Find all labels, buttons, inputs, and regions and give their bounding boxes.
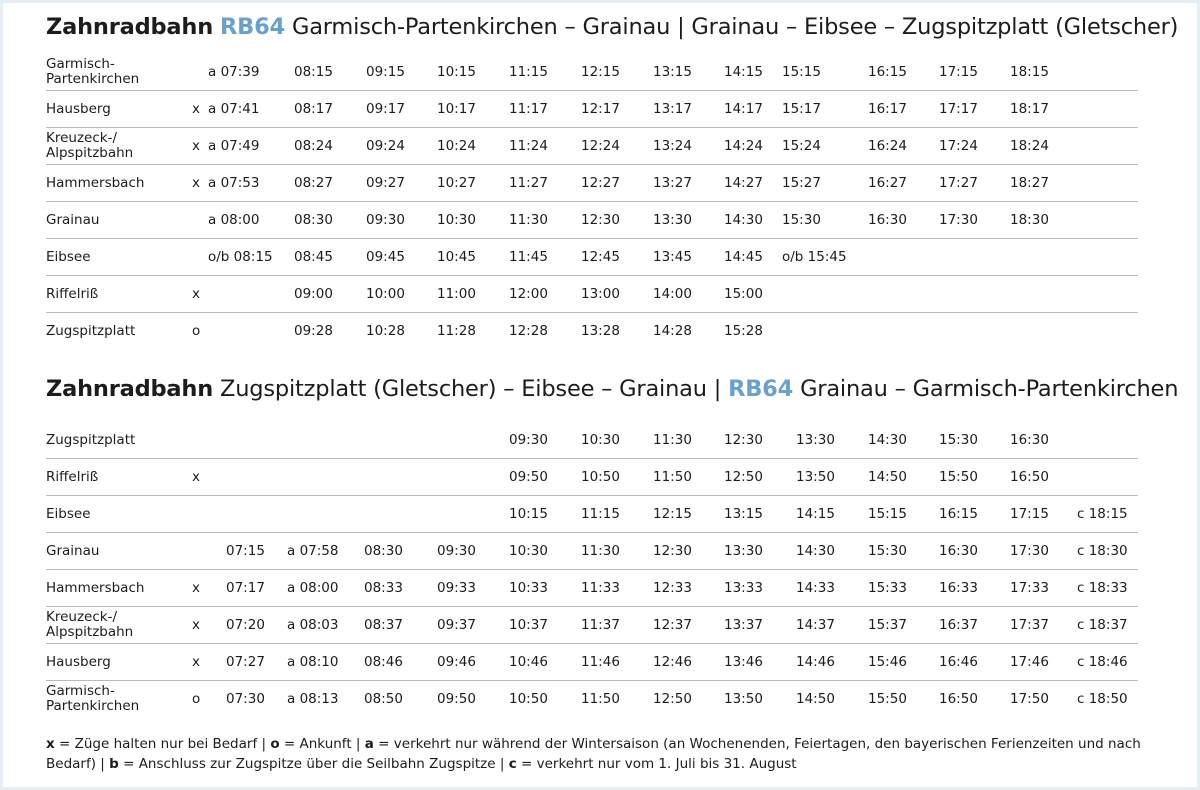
departure-time: a 08:10	[287, 654, 339, 670]
departure-time: 09:46	[437, 654, 476, 670]
departure-time: 18:27	[1010, 175, 1049, 191]
table-row	[46, 459, 1138, 496]
station-name: Kreuzeck-/ Alpspitzbahn	[46, 130, 134, 161]
stop-flag: x	[192, 138, 200, 154]
departure-time: 09:50	[509, 469, 548, 485]
departure-time: 18:24	[1010, 138, 1049, 154]
departure-time: 12:15	[653, 506, 692, 522]
departure-time: 16:30	[868, 212, 907, 228]
departure-time: 14:50	[868, 469, 907, 485]
departure-time: 15:27	[782, 175, 821, 191]
departure-time: 07:15	[226, 543, 265, 559]
departure-time: 12:17	[581, 101, 620, 117]
departure-time: o/b 08:15	[208, 249, 273, 265]
departure-time: 16:17	[868, 101, 907, 117]
station-name: Zugspitzplatt	[46, 322, 136, 339]
legend-footnote	[46, 734, 1146, 774]
station-name: Kreuzeck-/ Alpspitzbahn	[46, 609, 134, 640]
section2-title-bold: Zahnradbahn	[46, 376, 214, 402]
departure-time: 14:37	[796, 617, 835, 633]
table-row	[46, 276, 1138, 313]
legend-key: a	[364, 736, 374, 752]
departure-time: 16:27	[868, 175, 907, 191]
departure-time: 13:30	[724, 543, 763, 559]
departure-time: 17:24	[939, 138, 978, 154]
departure-time: 16:30	[1010, 432, 1049, 448]
legend-text: = Anschluss zur Zugspitze über die Seilbahn Zugspitze |	[118, 756, 509, 772]
departure-time: 11:00	[437, 286, 476, 302]
station-name: Riffelriß	[46, 468, 99, 485]
departure-time: 10:15	[509, 506, 548, 522]
section2-title-rest: Grainau – Garmisch-Partenkirchen	[800, 376, 1179, 402]
departure-time: 13:46	[724, 654, 763, 670]
departure-time: 14:17	[724, 101, 763, 117]
departure-time: 11:30	[581, 543, 620, 559]
departure-time: 14:50	[796, 691, 835, 707]
departure-time: 11:27	[509, 175, 548, 191]
departure-time: 13:45	[653, 249, 692, 265]
legend-key: b	[109, 756, 119, 772]
legend-text: = verkehrt nur während der Wintersaison (an Wochenenden, Feiertagen, den bayerischen Ferienzeiten und nach Bedarf) |	[46, 736, 1141, 772]
table-row	[46, 202, 1138, 239]
departure-time: 12:30	[653, 543, 692, 559]
departure-time: c 18:50	[1077, 691, 1128, 707]
section2-title-mid: Zugspitzplatt (Gletscher) – Eibsee – Grainau |	[220, 376, 722, 402]
departure-time: 09:24	[366, 138, 405, 154]
departure-time: 11:17	[509, 101, 548, 117]
departure-time: 08:46	[364, 654, 403, 670]
departure-time: 12:27	[581, 175, 620, 191]
stop-flag: x	[192, 654, 200, 670]
legend-text: = Züge halten nur bei Bedarf |	[54, 736, 271, 752]
departure-time: 17:50	[1010, 691, 1049, 707]
departure-time: 12:00	[509, 286, 548, 302]
departure-time: 09:50	[437, 691, 476, 707]
stop-flag: x	[192, 580, 200, 596]
departure-time: 16:15	[939, 506, 978, 522]
timetable-return	[46, 422, 1138, 714]
departure-time: 15:46	[868, 654, 907, 670]
departure-time: 14:24	[724, 138, 763, 154]
departure-time: 15:30	[939, 432, 978, 448]
departure-time: 15:30	[782, 212, 821, 228]
table-row	[46, 681, 1138, 717]
table-row	[46, 239, 1138, 276]
departure-time: 10:46	[509, 654, 548, 670]
departure-time: 18:17	[1010, 101, 1049, 117]
departure-time: 10:00	[366, 286, 405, 302]
departure-time: 10:30	[581, 432, 620, 448]
departure-time: 18:15	[1010, 64, 1049, 80]
departure-time: a 08:03	[287, 617, 339, 633]
section1-title	[46, 14, 1178, 40]
departure-time: 10:37	[509, 617, 548, 633]
departure-time: 09:28	[294, 323, 333, 339]
station-name: Zugspitzplatt	[46, 431, 136, 448]
departure-time: a 08:00	[287, 580, 339, 596]
departure-time: a 07:39	[208, 64, 260, 80]
timetable-outbound	[46, 54, 1138, 342]
section1-title-route: RB64	[220, 14, 285, 40]
section2-title	[46, 376, 1178, 402]
table-row	[46, 91, 1138, 128]
departure-time: 13:50	[796, 469, 835, 485]
table-row	[46, 570, 1138, 607]
departure-time: 11:50	[581, 691, 620, 707]
departure-time: 10:30	[509, 543, 548, 559]
departure-time: 13:37	[724, 617, 763, 633]
departure-time: a 07:58	[287, 543, 339, 559]
station-name: Eibsee	[46, 248, 91, 265]
departure-time: 13:50	[724, 691, 763, 707]
departure-time: 12:28	[509, 323, 548, 339]
departure-time: 08:17	[294, 101, 333, 117]
departure-time: 11:28	[437, 323, 476, 339]
departure-time: 09:33	[437, 580, 476, 596]
departure-time: 13:30	[796, 432, 835, 448]
departure-time: 08:24	[294, 138, 333, 154]
legend-text: = verkehrt nur vom 1. Juli bis 31. August	[516, 756, 797, 772]
departure-time: 15:28	[724, 323, 763, 339]
station-name: Hausberg	[46, 653, 111, 670]
departure-time: 12:45	[581, 249, 620, 265]
legend-key: o	[270, 736, 280, 752]
departure-time: 10:50	[581, 469, 620, 485]
table-row	[46, 496, 1138, 533]
departure-time: 14:15	[724, 64, 763, 80]
departure-time: 10:30	[437, 212, 476, 228]
departure-time: 12:37	[653, 617, 692, 633]
departure-time: 16:50	[939, 691, 978, 707]
departure-time: 07:27	[226, 654, 265, 670]
departure-time: 15:37	[868, 617, 907, 633]
departure-time: 14:15	[796, 506, 835, 522]
departure-time: 15:24	[782, 138, 821, 154]
departure-time: 14:27	[724, 175, 763, 191]
departure-time: 13:00	[581, 286, 620, 302]
departure-time: 11:30	[509, 212, 548, 228]
departure-time: 11:46	[581, 654, 620, 670]
departure-time: 11:24	[509, 138, 548, 154]
departure-time: a 07:53	[208, 175, 260, 191]
table-row	[46, 165, 1138, 202]
departure-time: 11:45	[509, 249, 548, 265]
departure-time: 09:30	[509, 432, 548, 448]
station-name: Hammersbach	[46, 579, 145, 596]
departure-time: 15:00	[724, 286, 763, 302]
departure-time: 14:30	[796, 543, 835, 559]
legend-text: = Ankunft |	[279, 736, 365, 752]
departure-time: 17:46	[1010, 654, 1049, 670]
departure-time: 13:33	[724, 580, 763, 596]
departure-time: 09:30	[437, 543, 476, 559]
departure-time: 17:30	[939, 212, 978, 228]
departure-time: 13:24	[653, 138, 692, 154]
stop-flag: x	[192, 101, 200, 117]
departure-time: 16:46	[939, 654, 978, 670]
table-row	[46, 422, 1138, 459]
departure-time: 13:15	[653, 64, 692, 80]
departure-time: 17:17	[939, 101, 978, 117]
departure-time: 13:17	[653, 101, 692, 117]
departure-time: 12:46	[653, 654, 692, 670]
departure-time: 11:33	[581, 580, 620, 596]
station-name: Riffelriß	[46, 285, 99, 302]
table-row	[46, 533, 1138, 570]
departure-time: 12:24	[581, 138, 620, 154]
departure-time: 11:30	[653, 432, 692, 448]
departure-time: 16:15	[868, 64, 907, 80]
stop-flag: x	[192, 469, 200, 485]
table-row	[46, 644, 1138, 681]
departure-time: 12:30	[724, 432, 763, 448]
table-row	[46, 128, 1138, 165]
departure-time: c 18:15	[1077, 506, 1128, 522]
departure-time: 13:28	[581, 323, 620, 339]
departure-time: 16:50	[1010, 469, 1049, 485]
departure-time: 13:15	[724, 506, 763, 522]
section1-title-rest: Garmisch-Partenkirchen – Grainau | Grainau – Eibsee – Zugspitzplatt (Gletscher)	[291, 14, 1179, 40]
departure-time: 10:50	[509, 691, 548, 707]
stop-flag: x	[192, 286, 200, 302]
stop-flag: o	[192, 323, 201, 339]
table-row	[46, 607, 1138, 644]
departure-time: 14:00	[653, 286, 692, 302]
legend-key: x	[46, 736, 55, 752]
departure-time: 10:28	[366, 323, 405, 339]
departure-time: 11:15	[581, 506, 620, 522]
departure-time: 08:37	[364, 617, 403, 633]
departure-time: 11:50	[653, 469, 692, 485]
departure-time: 07:17	[226, 580, 265, 596]
stop-flag: x	[192, 175, 200, 191]
departure-time: 18:30	[1010, 212, 1049, 228]
station-name: Eibsee	[46, 505, 91, 522]
departure-time: 12:15	[581, 64, 620, 80]
departure-time: 09:45	[366, 249, 405, 265]
departure-time: 17:37	[1010, 617, 1049, 633]
departure-time: a 08:00	[208, 212, 260, 228]
departure-time: 08:30	[364, 543, 403, 559]
departure-time: 17:30	[1010, 543, 1049, 559]
departure-time: 15:17	[782, 101, 821, 117]
departure-time: 09:15	[366, 64, 405, 80]
departure-time: 10:17	[437, 101, 476, 117]
departure-time: 17:33	[1010, 580, 1049, 596]
departure-time: 15:33	[868, 580, 907, 596]
table-row	[46, 54, 1138, 91]
section1-title-bold: Zahnradbahn	[46, 14, 214, 40]
departure-time: 15:50	[868, 691, 907, 707]
departure-time: 08:45	[294, 249, 333, 265]
departure-time: c 18:33	[1077, 580, 1128, 596]
departure-time: a 07:41	[208, 101, 260, 117]
departure-time: 10:15	[437, 64, 476, 80]
departure-time: a 07:49	[208, 138, 260, 154]
departure-time: 08:33	[364, 580, 403, 596]
departure-time: 14:28	[653, 323, 692, 339]
departure-time: 14:45	[724, 249, 763, 265]
departure-time: 10:24	[437, 138, 476, 154]
table-row	[46, 313, 1138, 349]
departure-time: c 18:37	[1077, 617, 1128, 633]
station-name: Hammersbach	[46, 174, 145, 191]
station-name: Grainau	[46, 542, 100, 559]
departure-time: 17:27	[939, 175, 978, 191]
departure-time: 17:15	[1010, 506, 1049, 522]
departure-time: 16:24	[868, 138, 907, 154]
departure-time: 09:27	[366, 175, 405, 191]
stop-flag: o	[192, 691, 201, 707]
departure-time: 08:30	[294, 212, 333, 228]
departure-time: 11:15	[509, 64, 548, 80]
station-name: Garmisch- Partenkirchen	[46, 683, 140, 714]
station-name: Hausberg	[46, 100, 111, 117]
departure-time: c 18:30	[1077, 543, 1128, 559]
departure-time: 12:33	[653, 580, 692, 596]
departure-time: a 08:13	[287, 691, 339, 707]
departure-time: 15:15	[868, 506, 907, 522]
section2-title-route: RB64	[728, 376, 794, 402]
departure-time: 12:50	[724, 469, 763, 485]
departure-time: 16:37	[939, 617, 978, 633]
departure-time: 15:50	[939, 469, 978, 485]
departure-time: 14:46	[796, 654, 835, 670]
departure-time: 16:33	[939, 580, 978, 596]
departure-time: 11:37	[581, 617, 620, 633]
departure-time: c 18:46	[1077, 654, 1128, 670]
departure-time: 12:50	[653, 691, 692, 707]
departure-time: 10:33	[509, 580, 548, 596]
departure-time: 09:37	[437, 617, 476, 633]
departure-time: 16:30	[939, 543, 978, 559]
departure-time: 13:27	[653, 175, 692, 191]
departure-time: 10:45	[437, 249, 476, 265]
departure-time: 10:27	[437, 175, 476, 191]
departure-time: 12:30	[581, 212, 620, 228]
departure-time: 09:00	[294, 286, 333, 302]
legend-key: c	[508, 756, 517, 772]
stop-flag: x	[192, 617, 200, 633]
station-name: Grainau	[46, 211, 100, 228]
station-name: Garmisch- Partenkirchen	[46, 56, 140, 87]
departure-time: 09:30	[366, 212, 405, 228]
departure-time: 09:17	[366, 101, 405, 117]
departure-time: 08:50	[364, 691, 403, 707]
departure-time: 15:30	[868, 543, 907, 559]
departure-time: 08:27	[294, 175, 333, 191]
departure-time: 14:30	[724, 212, 763, 228]
departure-time: 15:15	[782, 64, 821, 80]
departure-time: o/b 15:45	[782, 249, 847, 265]
departure-time: 14:30	[868, 432, 907, 448]
departure-time: 17:15	[939, 64, 978, 80]
departure-time: 13:30	[653, 212, 692, 228]
departure-time: 07:30	[226, 691, 265, 707]
departure-time: 08:15	[294, 64, 333, 80]
departure-time: 07:20	[226, 617, 265, 633]
departure-time: 14:33	[796, 580, 835, 596]
